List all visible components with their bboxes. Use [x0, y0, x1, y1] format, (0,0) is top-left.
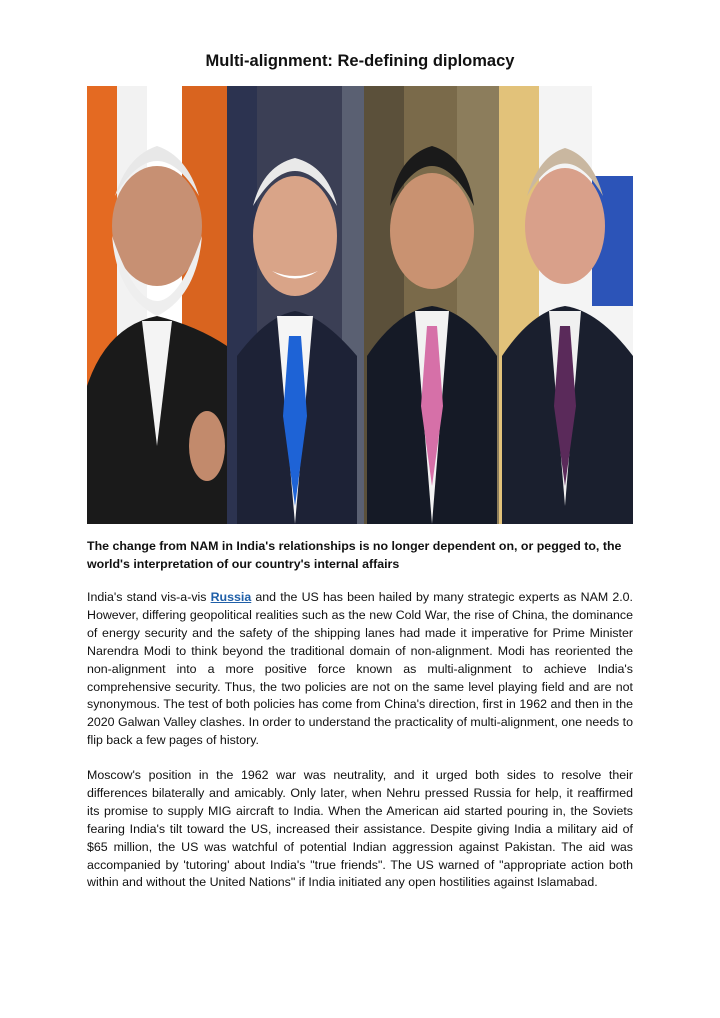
paragraph-1-text-start: India's stand vis-a-vis — [87, 590, 211, 604]
paragraph-1 — [87, 589, 633, 750]
russia-link[interactable]: Russia — [210, 590, 252, 604]
leaders-photo-icon — [87, 86, 633, 524]
paragraph-1-text-end: and the US has been hailed by many strategic experts as NAM 2.0. However, differing geopolitical realities such as the new Cold War, the rise of China, the dominance of energy security and the safety of the shipping lanes had made it imperative for Prime Minister Narendra Modi to think beyond the traditional domain of non-alignment. Modi has reoriented the non-alignment into a more positive force known as multi-alignment to achieve India's comprehensive security. Thus, the two policies are not on the same level playing field and are not synonymous. The test of both policies has come from China's direction, first in 1962 and then in the 2020 Galwan Valley clashes. In order to understand the practicality of multi-alignment, one needs to flip back a few pages of history. — [87, 590, 633, 748]
paragraph-2: Moscow's position in the 1962 war was neutrality, and it urged both sides to resolve their differences bilaterally and amicably. Only later, when Nehru pressed Russia for help, it reaffirmed its promise to supply MIG aircraft to India. When the American aid started pouring in, the Soviets fearing India's tilt toward the US, increased their assistance. Despite giving India a military aid of $65 million, the US was watchful of potential Indian aggression against Pakistan. The aid was accompanied by 'tutoring' about India's "true friends". The US warned of "appropriate action both within and without the United Nations" if India initiated any open hostilities against Islamabad. — [87, 768, 633, 890]
article-subheading: The change from NAM in India's relationships is no longer dependent on, or pegged to, the world's interpretation of our country's internal affairs — [87, 539, 622, 571]
page-title: Multi-alignment: Re-defining diplomacy — [205, 52, 515, 70]
leaders-photo — [87, 86, 633, 524]
